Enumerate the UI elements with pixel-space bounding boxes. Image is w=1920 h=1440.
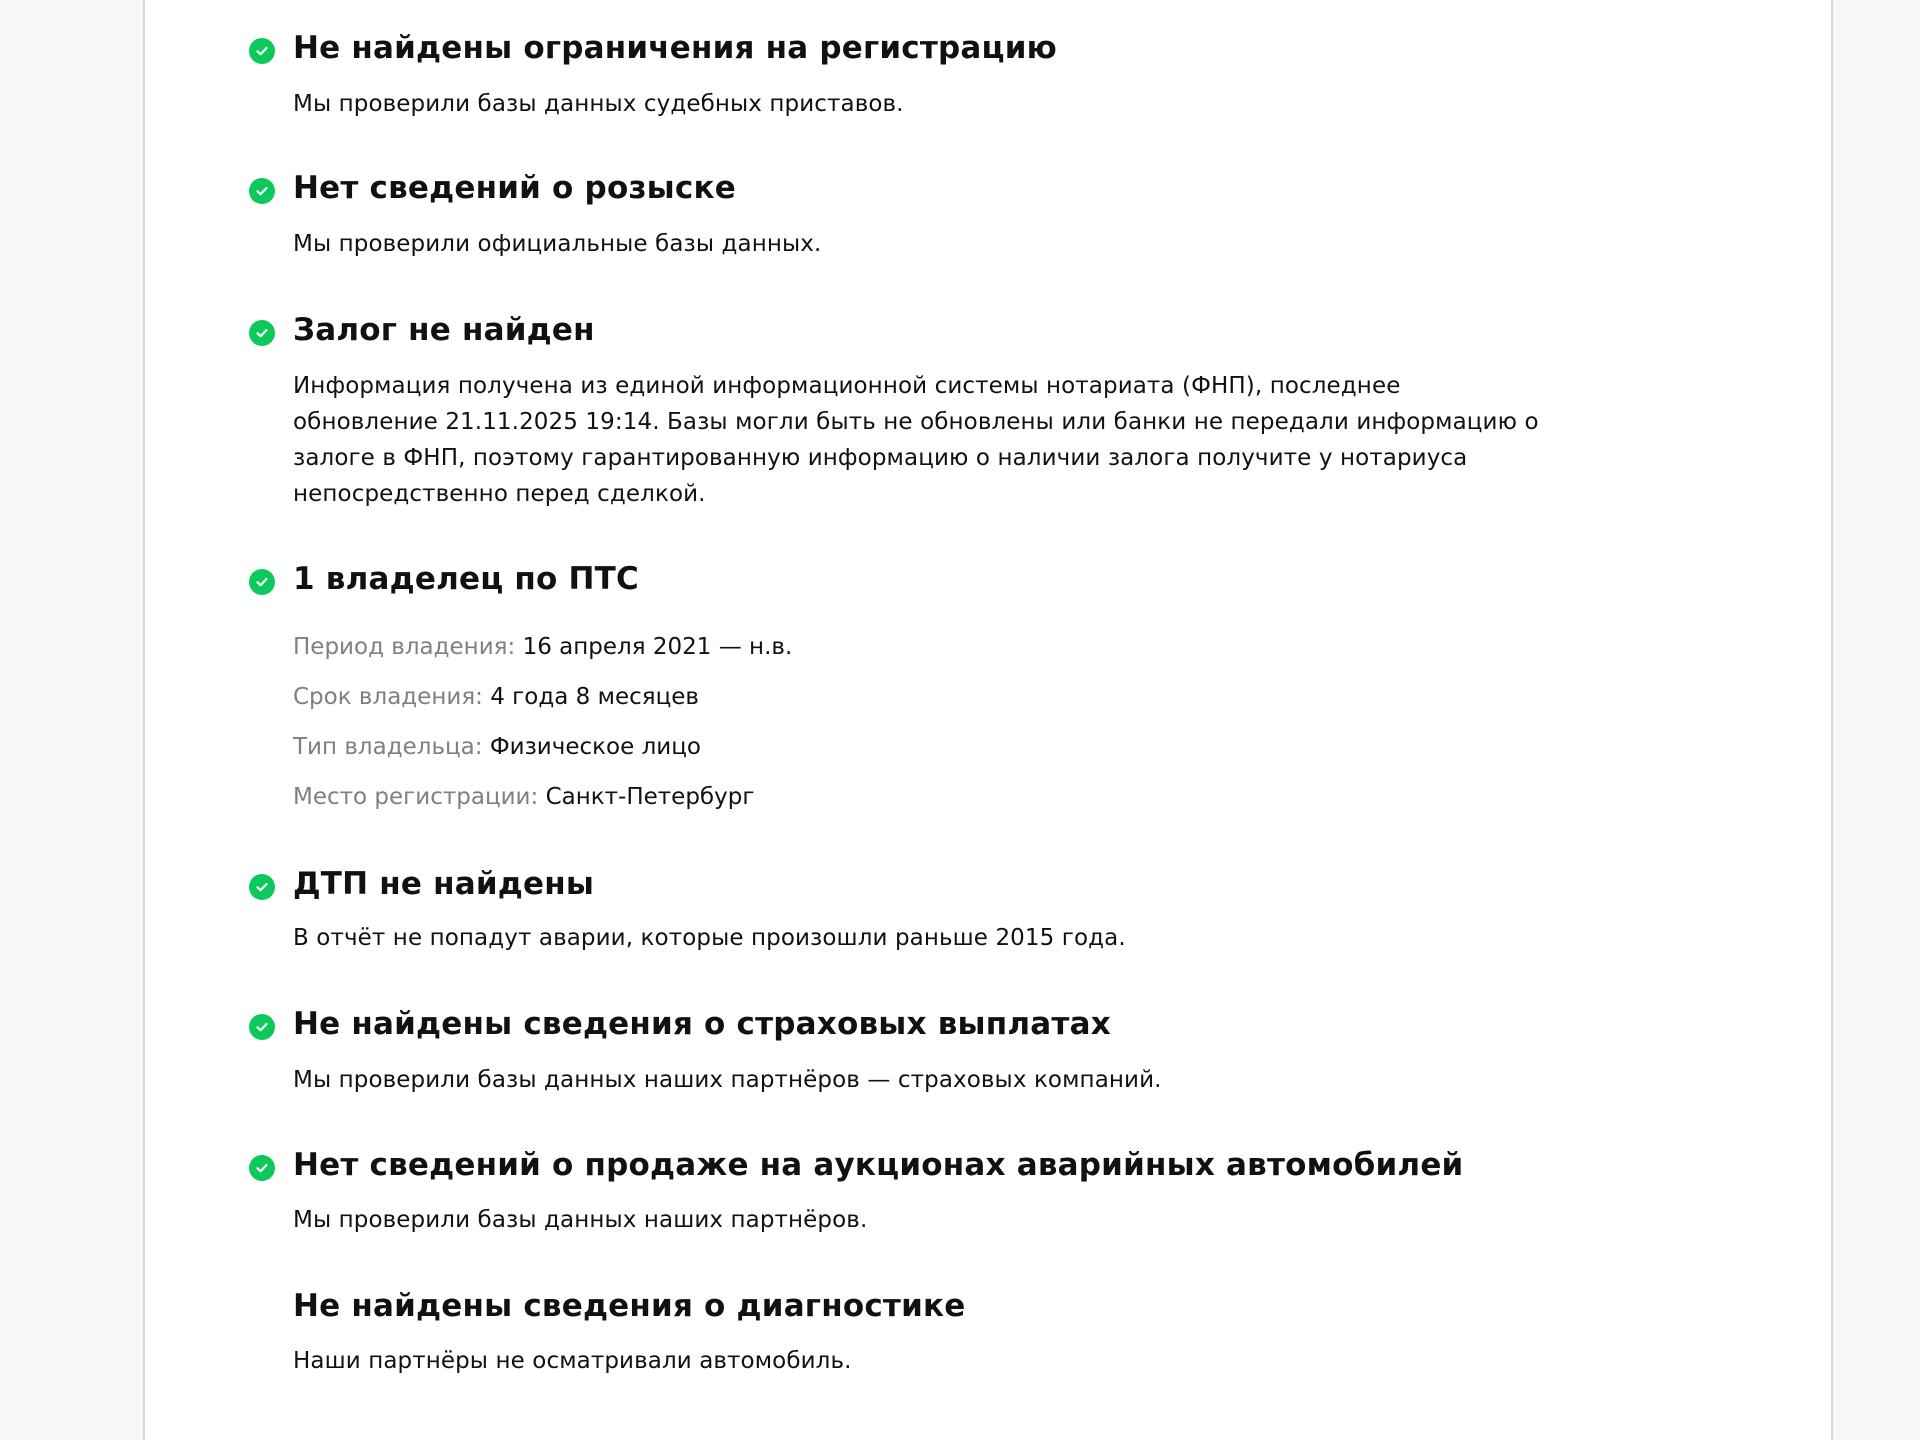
check-item-description: Мы проверили базы данных наших партнёров — страховых компаний. bbox=[293, 1067, 1162, 1093]
detail-label: Место регистрации: bbox=[293, 784, 539, 810]
check-item-title: Не найдены сведения о страховых выплатах bbox=[293, 1006, 1111, 1042]
check-circle-icon bbox=[249, 874, 275, 900]
detail-value: 4 года 8 месяцев bbox=[490, 684, 699, 710]
detail-label: Тип владельца: bbox=[293, 734, 483, 760]
check-item-title: Залог не найден bbox=[293, 312, 595, 348]
check-item-title: Не найдены сведения о диагностике bbox=[293, 1288, 966, 1324]
owner-detail-registration bbox=[293, 784, 754, 810]
report-card bbox=[143, 0, 1833, 1440]
detail-value: Физическое лицо bbox=[489, 734, 701, 760]
check-circle-icon bbox=[249, 1014, 275, 1040]
owner-detail-type bbox=[293, 734, 701, 760]
check-item-title: Нет сведений о продаже на аукционах аварийных автомобилей bbox=[293, 1147, 1464, 1183]
check-item-title: 1 владелец по ПТС bbox=[293, 561, 639, 597]
check-circle-icon bbox=[249, 178, 275, 204]
detail-label: Срок владения: bbox=[293, 684, 483, 710]
check-circle-icon bbox=[249, 1155, 275, 1181]
description-line: залоге в ФНП, поэтому гарантированную информацию о наличии залога получите у нотариуса bbox=[293, 445, 1468, 471]
description-line: Информация получена из единой информационной системы нотариата (ФНП), последнее bbox=[293, 373, 1401, 399]
check-circle-icon bbox=[249, 569, 275, 595]
owner-detail-period bbox=[293, 634, 792, 660]
check-item-title: ДТП не найдены bbox=[293, 866, 595, 902]
description-line: непосредственно перед сделкой. bbox=[293, 481, 706, 507]
check-item-description: В отчёт не попадут аварии, которые произошли раньше 2015 года. bbox=[293, 925, 1126, 951]
check-item-description: Мы проверили официальные базы данных. bbox=[293, 231, 822, 257]
check-circle-icon bbox=[249, 320, 275, 346]
detail-label: Период владения: bbox=[293, 634, 516, 660]
check-item-title: Нет сведений о розыске bbox=[293, 170, 736, 206]
check-item-description: Наши партнёры не осматривали автомобиль. bbox=[293, 1348, 852, 1374]
check-item-description bbox=[293, 368, 1693, 512]
check-item-description: Мы проверили базы данных наших партнёров. bbox=[293, 1207, 868, 1233]
detail-value: 16 апреля 2021 — н.в. bbox=[522, 634, 793, 660]
check-item-description: Мы проверили базы данных судебных приставов. bbox=[293, 91, 904, 117]
description-line: обновление 21.11.2025 19:14. Базы могли быть не обновлены или банки не передали информацию о bbox=[293, 409, 1539, 435]
check-circle-icon bbox=[249, 38, 275, 64]
owner-detail-duration bbox=[293, 684, 699, 710]
check-item-title: Не найдены ограничения на регистрацию bbox=[293, 30, 1057, 66]
detail-value: Санкт-Петербург bbox=[545, 784, 755, 810]
